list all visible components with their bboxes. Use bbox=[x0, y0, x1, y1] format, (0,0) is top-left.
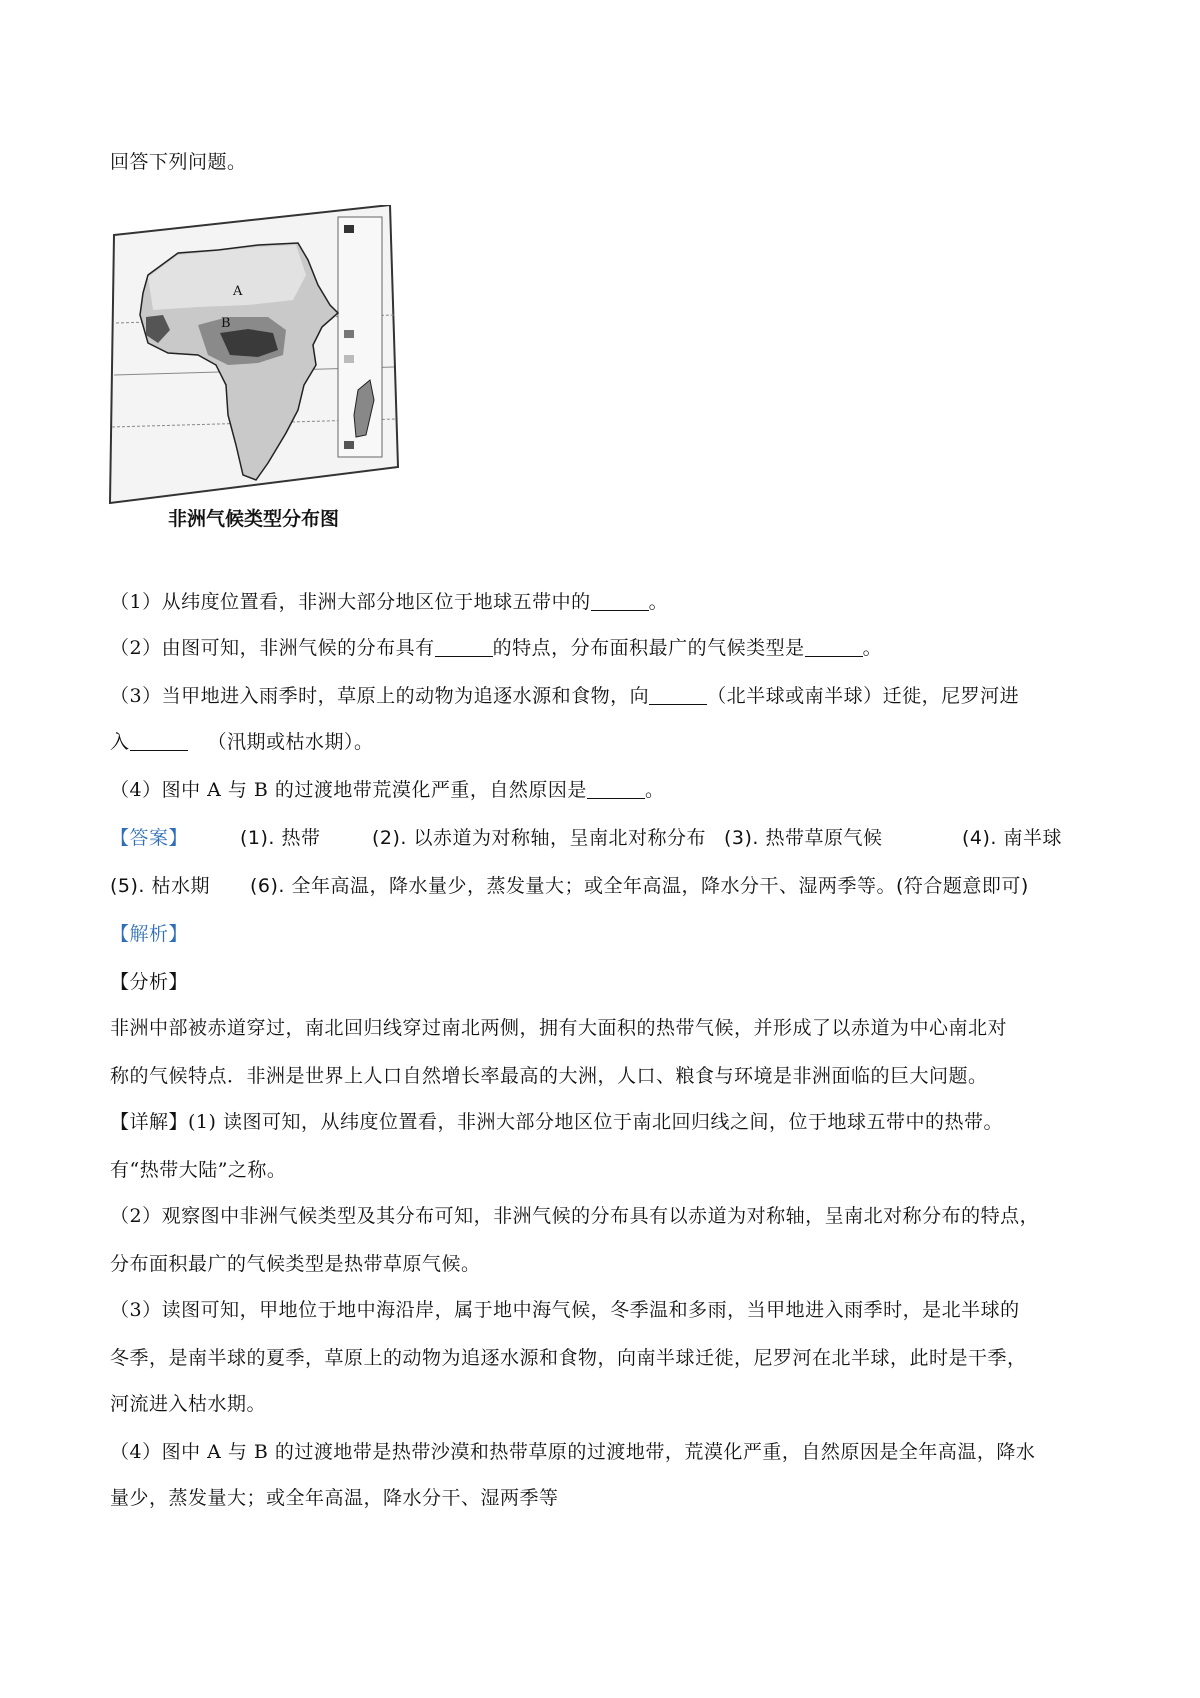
detail-2-line-2: 分布面积最广的气候类型是热带草原气候。 bbox=[110, 1253, 481, 1275]
question-3-line-2 bbox=[110, 730, 374, 754]
detail-3-line-2: 冬季，是南半球的夏季，草原上的动物为追逐水源和食物，向南半球迁徙，尼罗河在北半球，此时是干季， bbox=[110, 1347, 1027, 1369]
answer-3: (3). 热带草原气候 bbox=[724, 827, 883, 849]
blank-6 bbox=[587, 780, 645, 799]
question-3-text-a: （3）当甲地进入雨季时，草原上的动物为追逐水源和食物，向 bbox=[110, 685, 650, 707]
question-4 bbox=[110, 778, 664, 802]
question-4-text: （4）图中 A 与 B 的过渡地带荒漠化严重，自然原因是 bbox=[110, 779, 587, 801]
analysis-sub-label: 【分析】 bbox=[110, 971, 189, 993]
answer-1: (1). 热带 bbox=[240, 827, 321, 849]
map-label-a: A bbox=[233, 284, 243, 299]
question-2-text-b: 的特点，分布面积最广的气候类型是 bbox=[492, 637, 805, 659]
question-3-text-b: （北半球或南半球）迁徙，尼罗河进 bbox=[707, 685, 1020, 707]
detail-line-2: 有“热带大陆”之称。 bbox=[110, 1159, 287, 1181]
blank-4 bbox=[649, 686, 707, 705]
detail-4-line-1: （4）图中 A 与 B 的过渡地带是热带沙漠和热带草原的过渡地带，荒漠化严重，自然原因是全年高温，降水 bbox=[110, 1441, 1036, 1463]
question-2-end: 。 bbox=[862, 637, 883, 659]
detail-2-line-1: （2）观察图中非洲气候类型及其分布可知，非洲气候的分布具有以赤道为对称轴，呈南北对称分布的特点， bbox=[110, 1205, 1040, 1227]
question-4-end: 。 bbox=[644, 779, 665, 801]
question-1-end: 。 bbox=[648, 591, 669, 613]
question-2 bbox=[110, 636, 882, 660]
analysis-p1-line-1: 非洲中部被赤道穿过，南北回归线穿过南北两侧，拥有大面积的热带气候，并形成了以赤道为中心南北对 bbox=[110, 1017, 1008, 1039]
question-3-line-1 bbox=[110, 684, 1019, 708]
blank-1 bbox=[591, 592, 649, 611]
intro-text: 回答下列问题。 bbox=[110, 151, 247, 173]
question-1 bbox=[110, 590, 668, 614]
detail-line-1: 【详解】(1) 读图可知，从纬度位置看，非洲大部分地区位于南北回归线之间，位于地球五带中的热带。 bbox=[110, 1111, 1003, 1133]
blank-3 bbox=[805, 638, 863, 657]
question-2-text-a: （2）由图可知，非洲气候的分布具有 bbox=[110, 637, 435, 659]
detail-3-line-3: 河流进入枯水期。 bbox=[110, 1393, 267, 1415]
answer-6: (6). 全年高温，降水量少，蒸发量大；或全年高温，降水分干、湿两季等。(符合题意即可) bbox=[250, 875, 1029, 897]
answer-label: 【答案】 bbox=[110, 827, 189, 849]
blank-2 bbox=[435, 638, 493, 657]
africa-climate-map bbox=[108, 205, 420, 535]
question-3-text-d: （汛期或枯水期）。 bbox=[207, 731, 374, 753]
map-label-b: B bbox=[221, 316, 231, 331]
detail-3-line-1: （3）读图可知，甲地位于地中海沿岸，属于地中海气候，冬季温和多雨，当甲地进入雨季时，是北半球的 bbox=[110, 1299, 1020, 1321]
answer-2: (2). 以赤道为对称轴，呈南北对称分布 bbox=[372, 827, 706, 849]
answer-4: (4). 南半球 bbox=[962, 827, 1062, 849]
answer-5: (5). 枯水期 bbox=[110, 875, 210, 897]
map-caption: 非洲气候类型分布图 bbox=[168, 508, 340, 530]
analysis-p1-line-2: 称的气候特点．非洲是世界上人口自然增长率最高的大洲，人口、粮食与环境是非洲面临的巨大问题。 bbox=[110, 1065, 988, 1087]
detail-4-line-2: 量少，蒸发量大；或全年高温，降水分干、湿两季等 bbox=[110, 1487, 559, 1509]
blank-5 bbox=[130, 732, 188, 751]
question-1-text: （1）从纬度位置看，非洲大部分地区位于地球五带中的 bbox=[110, 591, 591, 613]
analysis-label: 【解析】 bbox=[110, 923, 189, 945]
question-3-text-c: 入 bbox=[110, 731, 130, 753]
